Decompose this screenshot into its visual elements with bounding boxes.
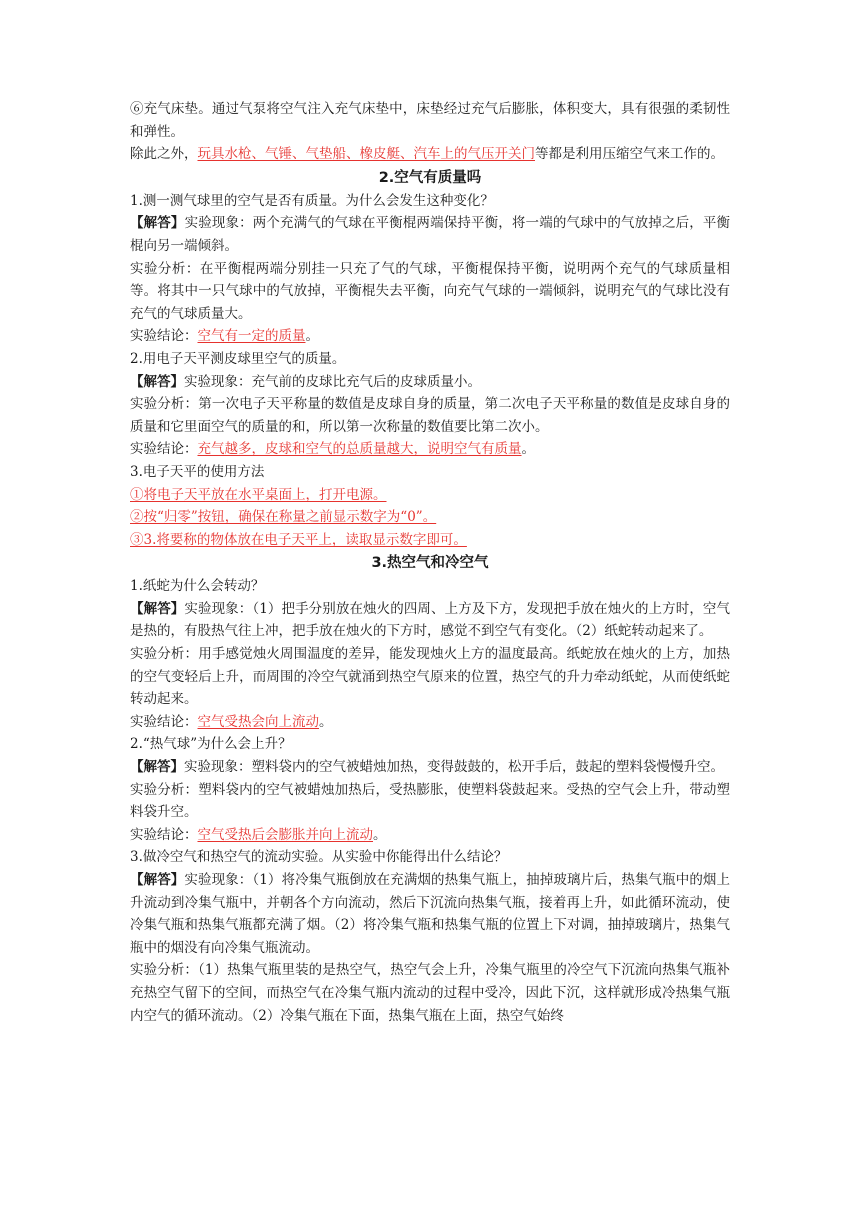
- answer-text: 充气越多，皮球和空气的总质量越大，说明空气有质量: [197, 441, 522, 458]
- answer-phenomenon: [130, 371, 730, 394]
- answer-step: [130, 506, 730, 529]
- answer-text: 玩具水枪、气锤、气垫船、橡皮艇、汽车上的气压开关门: [197, 146, 535, 163]
- text: 等都是利用压缩空气来工作的。: [535, 146, 724, 163]
- paragraph-compressed-air-uses: [130, 143, 730, 166]
- text: 实验结论：: [130, 441, 198, 458]
- text: 。: [305, 328, 319, 345]
- text: 实验结论：: [130, 826, 198, 843]
- question: 2.用电子天平测皮球里空气的质量。: [130, 350, 346, 367]
- text: 。: [373, 826, 387, 843]
- question: 3.电子天平的使用方法: [130, 463, 265, 480]
- answer-text: ③3.将要称的物体放在电子天平上，读取显示数字即可。: [130, 531, 467, 548]
- text: 实验现象：充气前的皮球比充气后的皮球质量小。: [184, 373, 481, 390]
- text: 实验现象：塑料袋内的空气被蜡烛加热，变得鼓鼓的，松开手后，鼓起的塑料袋慢慢升空。: [184, 759, 724, 776]
- section-title-air-mass: 2.空气有质量吗: [378, 169, 482, 186]
- answer-tag: 【解答】: [130, 600, 185, 617]
- answer-analysis: 实验分析：（1）热集气瓶里装的是热空气，热空气会上升，冷集气瓶里的冷空气下沉流向热集气瓶补充热空气留下的空间，而热空气在冷集气瓶内流动的过程中受冷，因此下沉，这样就形成冷热集气瓶内空气的循环流动。（2）冷集气瓶在下面，热集气瓶在上面，热空气始终: [130, 962, 730, 1024]
- text: 实验结论：: [130, 713, 198, 730]
- answer-text: 空气受热后会膨胀并向上流动: [197, 826, 373, 843]
- text: 实验现象：两个充满气的气球在平衡棍两端保持平衡，将一端的气球中的气放掉之后，平衡棍向另一端倾斜。: [130, 215, 731, 254]
- answer-phenomenon: [130, 756, 730, 779]
- text: 。: [319, 713, 333, 730]
- answer-tag: 【解答】: [130, 373, 184, 390]
- answer-analysis: 实验分析：塑料袋内的空气被蜡烛加热后，受热膨胀，使塑料袋鼓起来。受热的空气会上升，带动塑料袋升空。: [130, 781, 730, 821]
- answer-step: [130, 484, 730, 507]
- text: 实验现象：（1）将冷集气瓶倒放在充满烟的热集气瓶上，抽掉玻璃片后，热集气瓶中的烟上升流动到冷集气瓶中，并朝各个方向流动，然后下沉流向热集气瓶，接着再上升，如此循环流动，使冷集气瓶和热集气瓶都充满了烟。（2）将冷集气瓶和热集气瓶的位置上下对调，抽掉玻璃片，热集气瓶中的烟没有向冷集气瓶流动。: [130, 872, 731, 956]
- answer-text: 空气受热会向上流动: [197, 713, 319, 730]
- answer-step: [130, 529, 730, 552]
- question: 1.纸蛇为什么会转动？: [130, 578, 265, 595]
- text: 除此之外，: [130, 146, 198, 163]
- question: 1.测一测气球里的空气是否有质量。为什么会发生这种变化？: [130, 192, 494, 209]
- answer-conclusion: [130, 711, 730, 734]
- text: 实验现象：（1）把手分别放在烛火的四周、上方及下方，发现把手放在烛火的上方时，空气是热的，有股热气往上冲，把手放在烛火的下方时，感觉不到空气有变化。（2）纸蛇转动起来了。: [130, 600, 731, 640]
- section-title-hot-cold-air: 3.热空气和冷空气: [371, 555, 489, 572]
- answer-conclusion: [130, 824, 730, 847]
- answer-conclusion: [130, 325, 730, 348]
- answer-text: ①将电子天平放在水平桌面上，打开电源。: [130, 486, 387, 503]
- answer-tag: 【解答】: [130, 872, 185, 888]
- answer-text: ②按“归零”按钮，确保在称量之前显示数字为“0”。: [130, 509, 437, 526]
- answer-conclusion: [130, 438, 730, 461]
- answer-tag: 【解答】: [130, 759, 184, 776]
- question: 3.做冷空气和热空气的流动实验。从实验中你能得出什么结论？: [130, 849, 508, 866]
- text: 。: [521, 441, 535, 458]
- answer-analysis: 实验分析：第一次电子天平称量的数值是皮球自身的质量，第二次电子天平称量的数值是皮球自身的质量和它里面空气的质量的和，所以第一次称量的数值要比第二次小。: [130, 396, 730, 435]
- answer-analysis: 实验分析：用手感觉烛火周围温度的差异，能发现烛火上方的温度最高。纸蛇放在烛火的上方，加热的空气变轻后上升，而周围的冷空气就涌到热空气原来的位置，热空气的升力牵动纸蛇，从而使纸蛇转动起来。: [130, 646, 730, 708]
- document-page: [130, 98, 730, 1027]
- paragraph-air-mattress: ⑥充气床垫。通过气泵将空气注入充气床垫中，床垫经过充气后膨胀，体积变大，具有很强的柔韧性和弹性。: [130, 101, 730, 140]
- answer-tag: 【解答】: [130, 215, 185, 232]
- text: 实验结论：: [130, 328, 198, 345]
- answer-phenomenon: [130, 869, 730, 959]
- answer-analysis: 实验分析：在平衡棍两端分别挂一只充了气的气球，平衡棍保持平衡，说明两个充气的气球质量相等。将其中一只气球中的气放掉，平衡棍失去平衡，向充气气球的一端倾斜，说明充气的气球比没有充气的气球质量大。: [130, 260, 730, 322]
- answer-text: 空气有一定的质量: [197, 328, 306, 345]
- question: 2.“热气球”为什么会上升？: [130, 736, 292, 753]
- answer-phenomenon: [130, 598, 730, 643]
- answer-phenomenon: [130, 212, 730, 257]
